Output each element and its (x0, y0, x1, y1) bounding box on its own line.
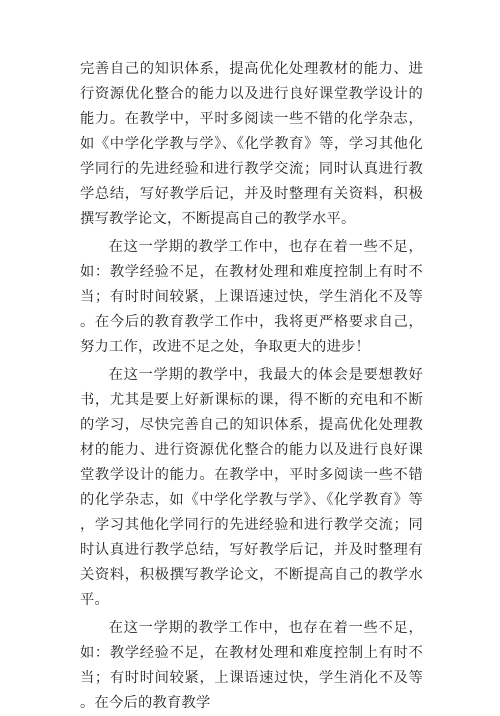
paragraph-2: 在这一学期的教学工作中，也存在着一些不足，如：教学经验不足，在教材处理和难度控制上有时不当；有时时间较紧，上课语速过快，学生消化不及等。在今后的教育教学工作中，我将更严格要求自己，努力工作，改进不足之处，争取更大的进步！ (80, 239, 423, 355)
paragraph-3: 在这一学期的教学中，我最大的体会是要想教好书，尤其是要上好新课标的课，得不断的充电和不断的学习，尽快完善自己的知识体系，提高优化处理教材的能力、进行资源优化整合的能力以及进行良好课堂教学设计的能力。在教学中，平时多阅读一些不错的化学杂志，如《中学化学教与学》、《化学教育》等，学习其他化学同行的先进经验和进行教学交流；同时认真进行教学总结，写好教学后记，并及时整理有关资料，积极撰写教学论文，不断提高自己的教学水平。 (80, 367, 423, 608)
paragraph-4: 在这一学期的教学工作中，也存在着一些不足，如：教学经验不足，在教材处理和难度控制上有时不当；有时时间较紧，上课语速过快，学生消化不及等。在今后的教育教学 (80, 620, 423, 711)
document-body (80, 57, 423, 716)
paragraph-1: 完善自己的知识体系，提高优化处理教材的能力、进行资源优化整合的能力以及进行良好课堂教学设计的能力。在教学中，平时多阅读一些不错的化学杂志，如《中学化学教与学》、《化学教育》等，学习其他化学同行的先进经验和进行教学交流；同时认真进行教学总结，写好教学后记，并及时整理有关资料，积极撰写教学论文，不断提高自己的教学水平。 (80, 61, 423, 227)
